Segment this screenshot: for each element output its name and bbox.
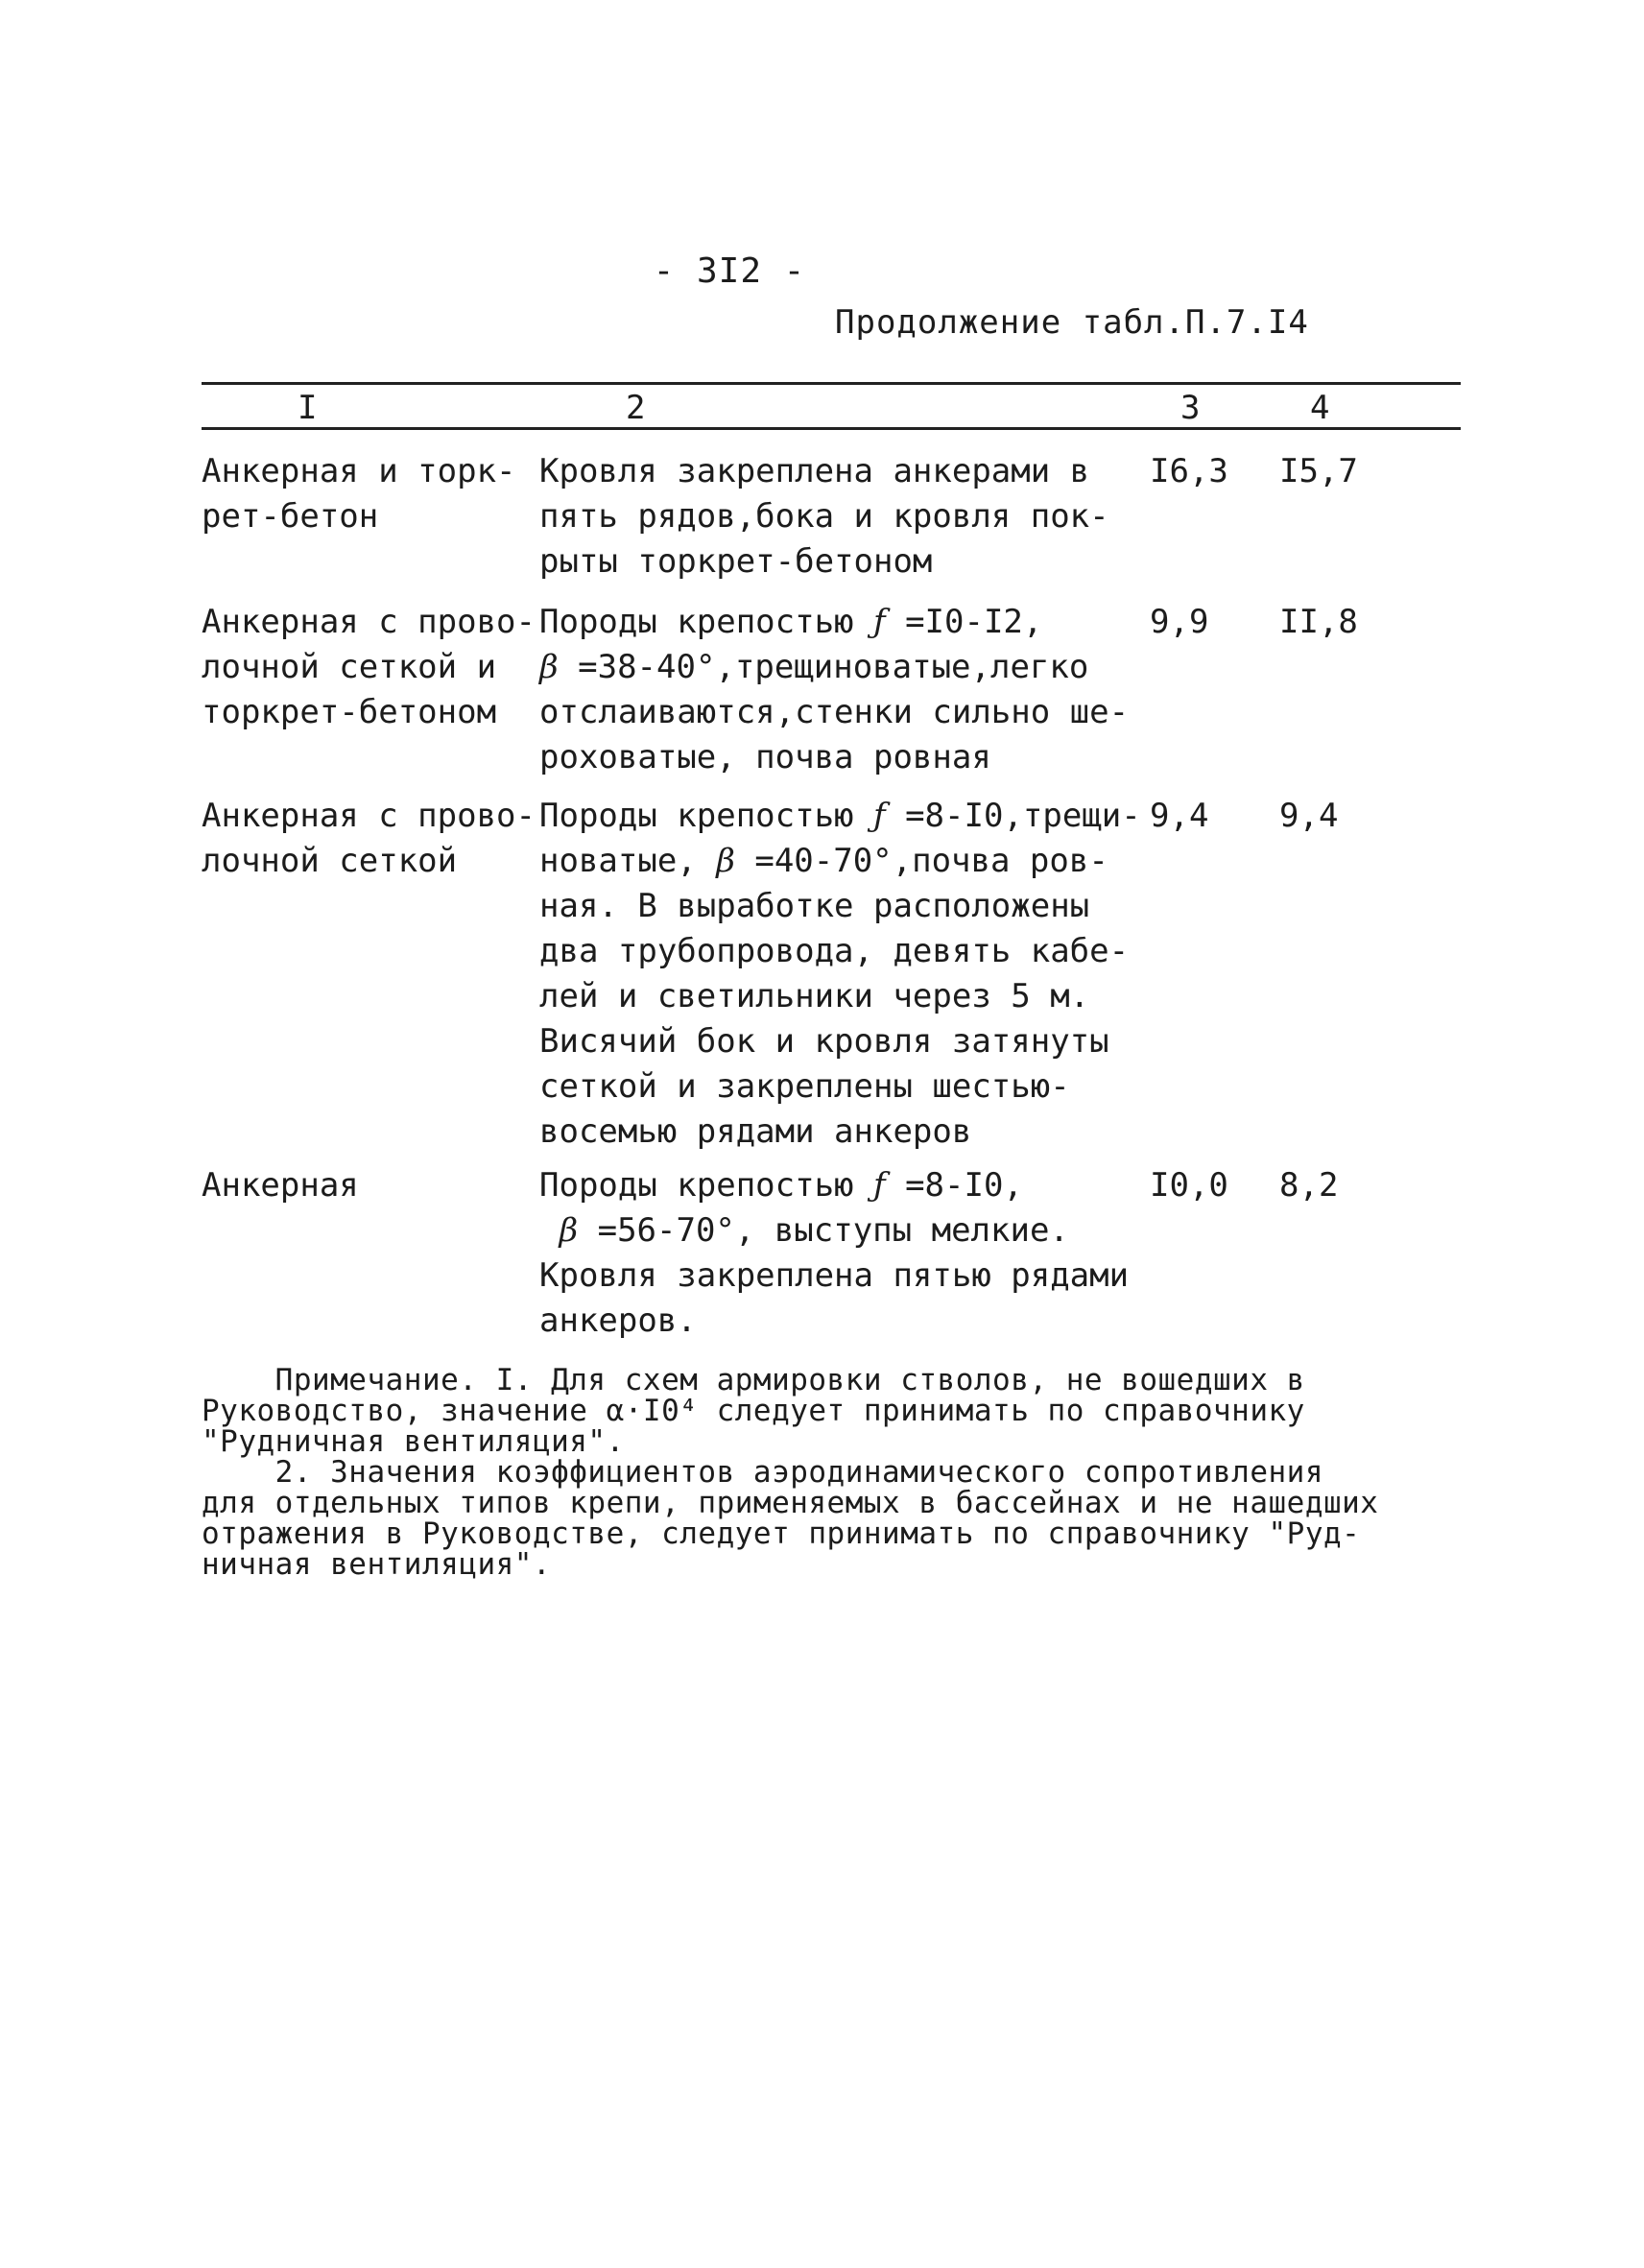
table-note bbox=[202, 1365, 1461, 1580]
note-line: "Рудничная вентиляция". bbox=[202, 1424, 625, 1459]
column-header-2: 2 bbox=[626, 389, 646, 427]
table-row-2-support: Анкерная с прово- лочной сеткой и торкрет-бетоном bbox=[202, 603, 536, 731]
table-row-3-value3: 9,4 bbox=[1150, 797, 1209, 835]
table-row-2-value4: II,8 bbox=[1279, 603, 1358, 641]
table-row-3-value4: 9,4 bbox=[1279, 797, 1339, 835]
table-row-1-description: Кровля закреплена анкерами в пять рядов,бока и кровля пок- рыты торкрет-бетоном bbox=[539, 452, 1109, 581]
column-header-1: I bbox=[298, 389, 318, 427]
table-caption: Продолжение табл.П.7.I4 bbox=[835, 303, 1309, 342]
table-row-4-support: Анкерная bbox=[202, 1166, 359, 1205]
table-row-4-value3: I0,0 bbox=[1150, 1166, 1228, 1205]
table-row-3-support: Анкерная с прово- лочной сеткой bbox=[202, 797, 536, 880]
note-line: Руководство, значение α·I0⁴ следует принимать по справочнику bbox=[202, 1394, 1305, 1428]
note-line: ничная вентиляция". bbox=[202, 1547, 552, 1582]
table-row-1-value4: I5,7 bbox=[1279, 452, 1358, 490]
note-line: для отдельных типов крепи, применяемых в бассейнах и не нашедших bbox=[202, 1486, 1379, 1520]
table-header-rule bbox=[202, 427, 1461, 430]
table-row-3-description: Породы крепостью ƒ =8-I0,трещи- новатые, β =40-70°,почва ров- ная. В выработке расположены два трубопровода, девять кабе- лей и светильники через 5 м. Висячий бок и кровля затянуты сеткой и закреплены шестью- восемью рядами анкеров bbox=[539, 797, 1141, 1151]
table-row-1-value3: I6,3 bbox=[1150, 452, 1228, 490]
note-line: отражения в Руководстве, следует принимать по справочнику "Руд- bbox=[202, 1516, 1361, 1551]
column-header-3: 3 bbox=[1180, 389, 1201, 427]
page-number: - 3I2 - bbox=[653, 251, 806, 291]
table-row-2-description: Породы крепостью ƒ =I0-I2, β =38-40°,трещиноватые,легко отслаиваются,стенки сильно ше- роховатые, почва ровная bbox=[539, 603, 1130, 776]
column-header-4: 4 bbox=[1310, 389, 1330, 427]
table-row-4-value4: 8,2 bbox=[1279, 1166, 1339, 1205]
table-row-1-support: Анкерная и торк- рет-бетон bbox=[202, 452, 516, 536]
note-line: Примечание. I. Для схем армировки стволов, не вошедших в bbox=[202, 1363, 1305, 1397]
note-line: 2. Значения коэффициентов аэродинамического сопротивления bbox=[202, 1455, 1323, 1490]
table-top-rule bbox=[202, 382, 1461, 385]
table-row-2-value3: 9,9 bbox=[1150, 603, 1209, 641]
table-row-4-description: Породы крепостью ƒ =8-I0, β =56-70°, выступы мелкие. Кровля закреплена пятью рядами анкеров. bbox=[539, 1166, 1130, 1340]
